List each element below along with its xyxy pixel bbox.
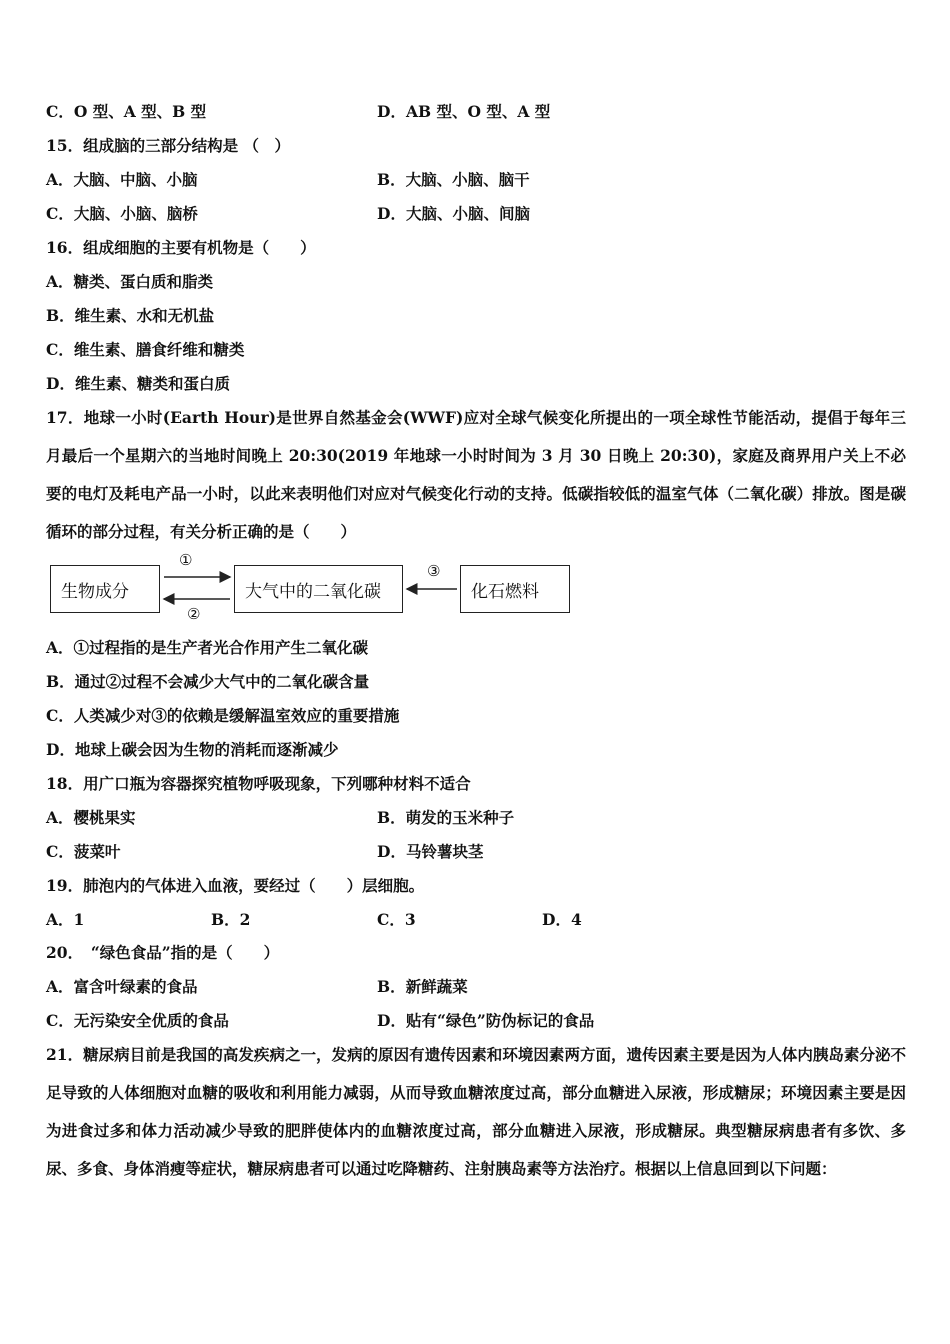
q18-option-c: C．菠菜叶	[46, 842, 121, 861]
q20-option-b: B．新鲜蔬菜	[377, 977, 468, 996]
q16-option-a: A．糖类、蛋白质和脂类	[46, 272, 214, 291]
box-fossil-fuels: 化石燃料	[460, 565, 570, 613]
q16-option-c: C．维生素、膳食纤维和糖类	[46, 340, 245, 359]
q18-option-a: A．樱桃果实	[46, 808, 136, 827]
q15-option-c: C．大脑、小脑、脑桥	[46, 204, 198, 223]
q18-stem: 18．用广口瓶为容器探究植物呼吸现象，下列哪种材料不适合	[46, 774, 471, 793]
label-process-3: ③	[427, 562, 441, 580]
q19-option-c: C．3	[377, 910, 416, 929]
q14-option-c: C．O 型、A 型、B 型	[46, 102, 207, 121]
q19-option-b: B．2	[211, 910, 251, 929]
q20-options-row-1	[46, 977, 468, 997]
q18-options-row-1	[46, 808, 515, 828]
q20-option-c: C．无污染安全优质的食品	[46, 1011, 229, 1030]
carbon-cycle-diagram	[46, 551, 586, 627]
q17-stem: 17．地球一小时(Earth Hour)是世界自然基金会(WWF)应对全球气候变化所提出的一项全球性节能活动，提倡于每年三月最后一个星期六的当地时间晚上 20:30(2019 年地球一小时时间为 3 月 30 日晚上 20:30)，家庭及商界用户关上不必要的电灯及耗电产品一小时，以此来表明他们对应对气候变化行动的支持。低碳指较低的温室气体（二氧化碳）排放。图是碳循环的部分过程，有关分析正确的是（ ）	[46, 408, 906, 541]
q19-options-row	[46, 910, 582, 930]
label-process-2: ②	[187, 605, 201, 623]
q16-option-d: D．维生素、糖类和蛋白质	[46, 374, 230, 393]
q14-option-d: D．AB 型、O 型、A 型	[377, 102, 551, 121]
label-process-1: ①	[179, 551, 193, 569]
q15-option-d: D．大脑、小脑、间脑	[377, 204, 530, 223]
q16-stem: 16．组成细胞的主要有机物是（ ）	[46, 238, 316, 257]
q15-options-row-2	[46, 204, 530, 224]
q21-stem: 21．糖尿病目前是我国的高发疾病之一，发病的原因有遗传因素和环境因素两方面，遗传因素主要是因为人体内胰岛素分泌不足导致的人体细胞对血糖的吸收和利用能力减弱，从而导致血糖浓度过高，部分血糖进入尿液，形成糖尿；环境因素主要是因为进食过多和体力活动减少导致的肥胖使体内的血糖浓度过高，部分血糖进入尿液，形成糖尿。典型糖尿病患者有多饮、多尿、多食、身体消瘦等症状，糖尿病患者可以通过吃降糖药、注射胰岛素等方法治疗。根据以上信息回到以下问题：	[46, 1045, 906, 1178]
q19-stem: 19．肺泡内的气体进入血液，要经过（ ）层细胞。	[46, 876, 425, 895]
q17-option-c: C．人类减少对③的依赖是缓解温室效应的重要措施	[46, 706, 400, 725]
q14-options-row	[46, 102, 551, 122]
q17-option-a: A．①过程指的是生产者光合作用产生二氧化碳	[46, 638, 369, 657]
q20-option-d: D．贴有“绿色”防伪标记的食品	[377, 1011, 595, 1030]
q15-options-row-1	[46, 170, 530, 190]
diagram-arrows	[46, 555, 586, 627]
q15-option-a: A．大脑、中脑、小脑	[46, 170, 198, 189]
box-biological-components: 生物成分	[50, 565, 160, 613]
q17-option-b: B．通过②过程不会减少大气中的二氧化碳含量	[46, 672, 370, 691]
q20-stem: 20． “绿色食品”指的是（ ）	[46, 943, 280, 962]
q18-option-d: D．马铃薯块茎	[377, 842, 484, 861]
q20-options-row-2	[46, 1011, 595, 1031]
q20-option-a: A．富含叶绿素的食品	[46, 977, 198, 996]
q18-options-row-2	[46, 842, 484, 862]
q15-stem: 15．组成脑的三部分结构是 （ ）	[46, 136, 290, 155]
q17-option-d: D．地球上碳会因为生物的消耗而逐渐减少	[46, 740, 339, 759]
box-atmospheric-co2: 大气中的二氧化碳	[234, 565, 403, 613]
q19-option-d: D．4	[542, 910, 582, 929]
q16-option-b: B．维生素、水和无机盐	[46, 306, 215, 325]
q19-option-a: A．1	[46, 910, 85, 929]
q15-option-b: B．大脑、小脑、脑干	[377, 170, 530, 189]
q18-option-b: B．萌发的玉米种子	[377, 808, 515, 827]
